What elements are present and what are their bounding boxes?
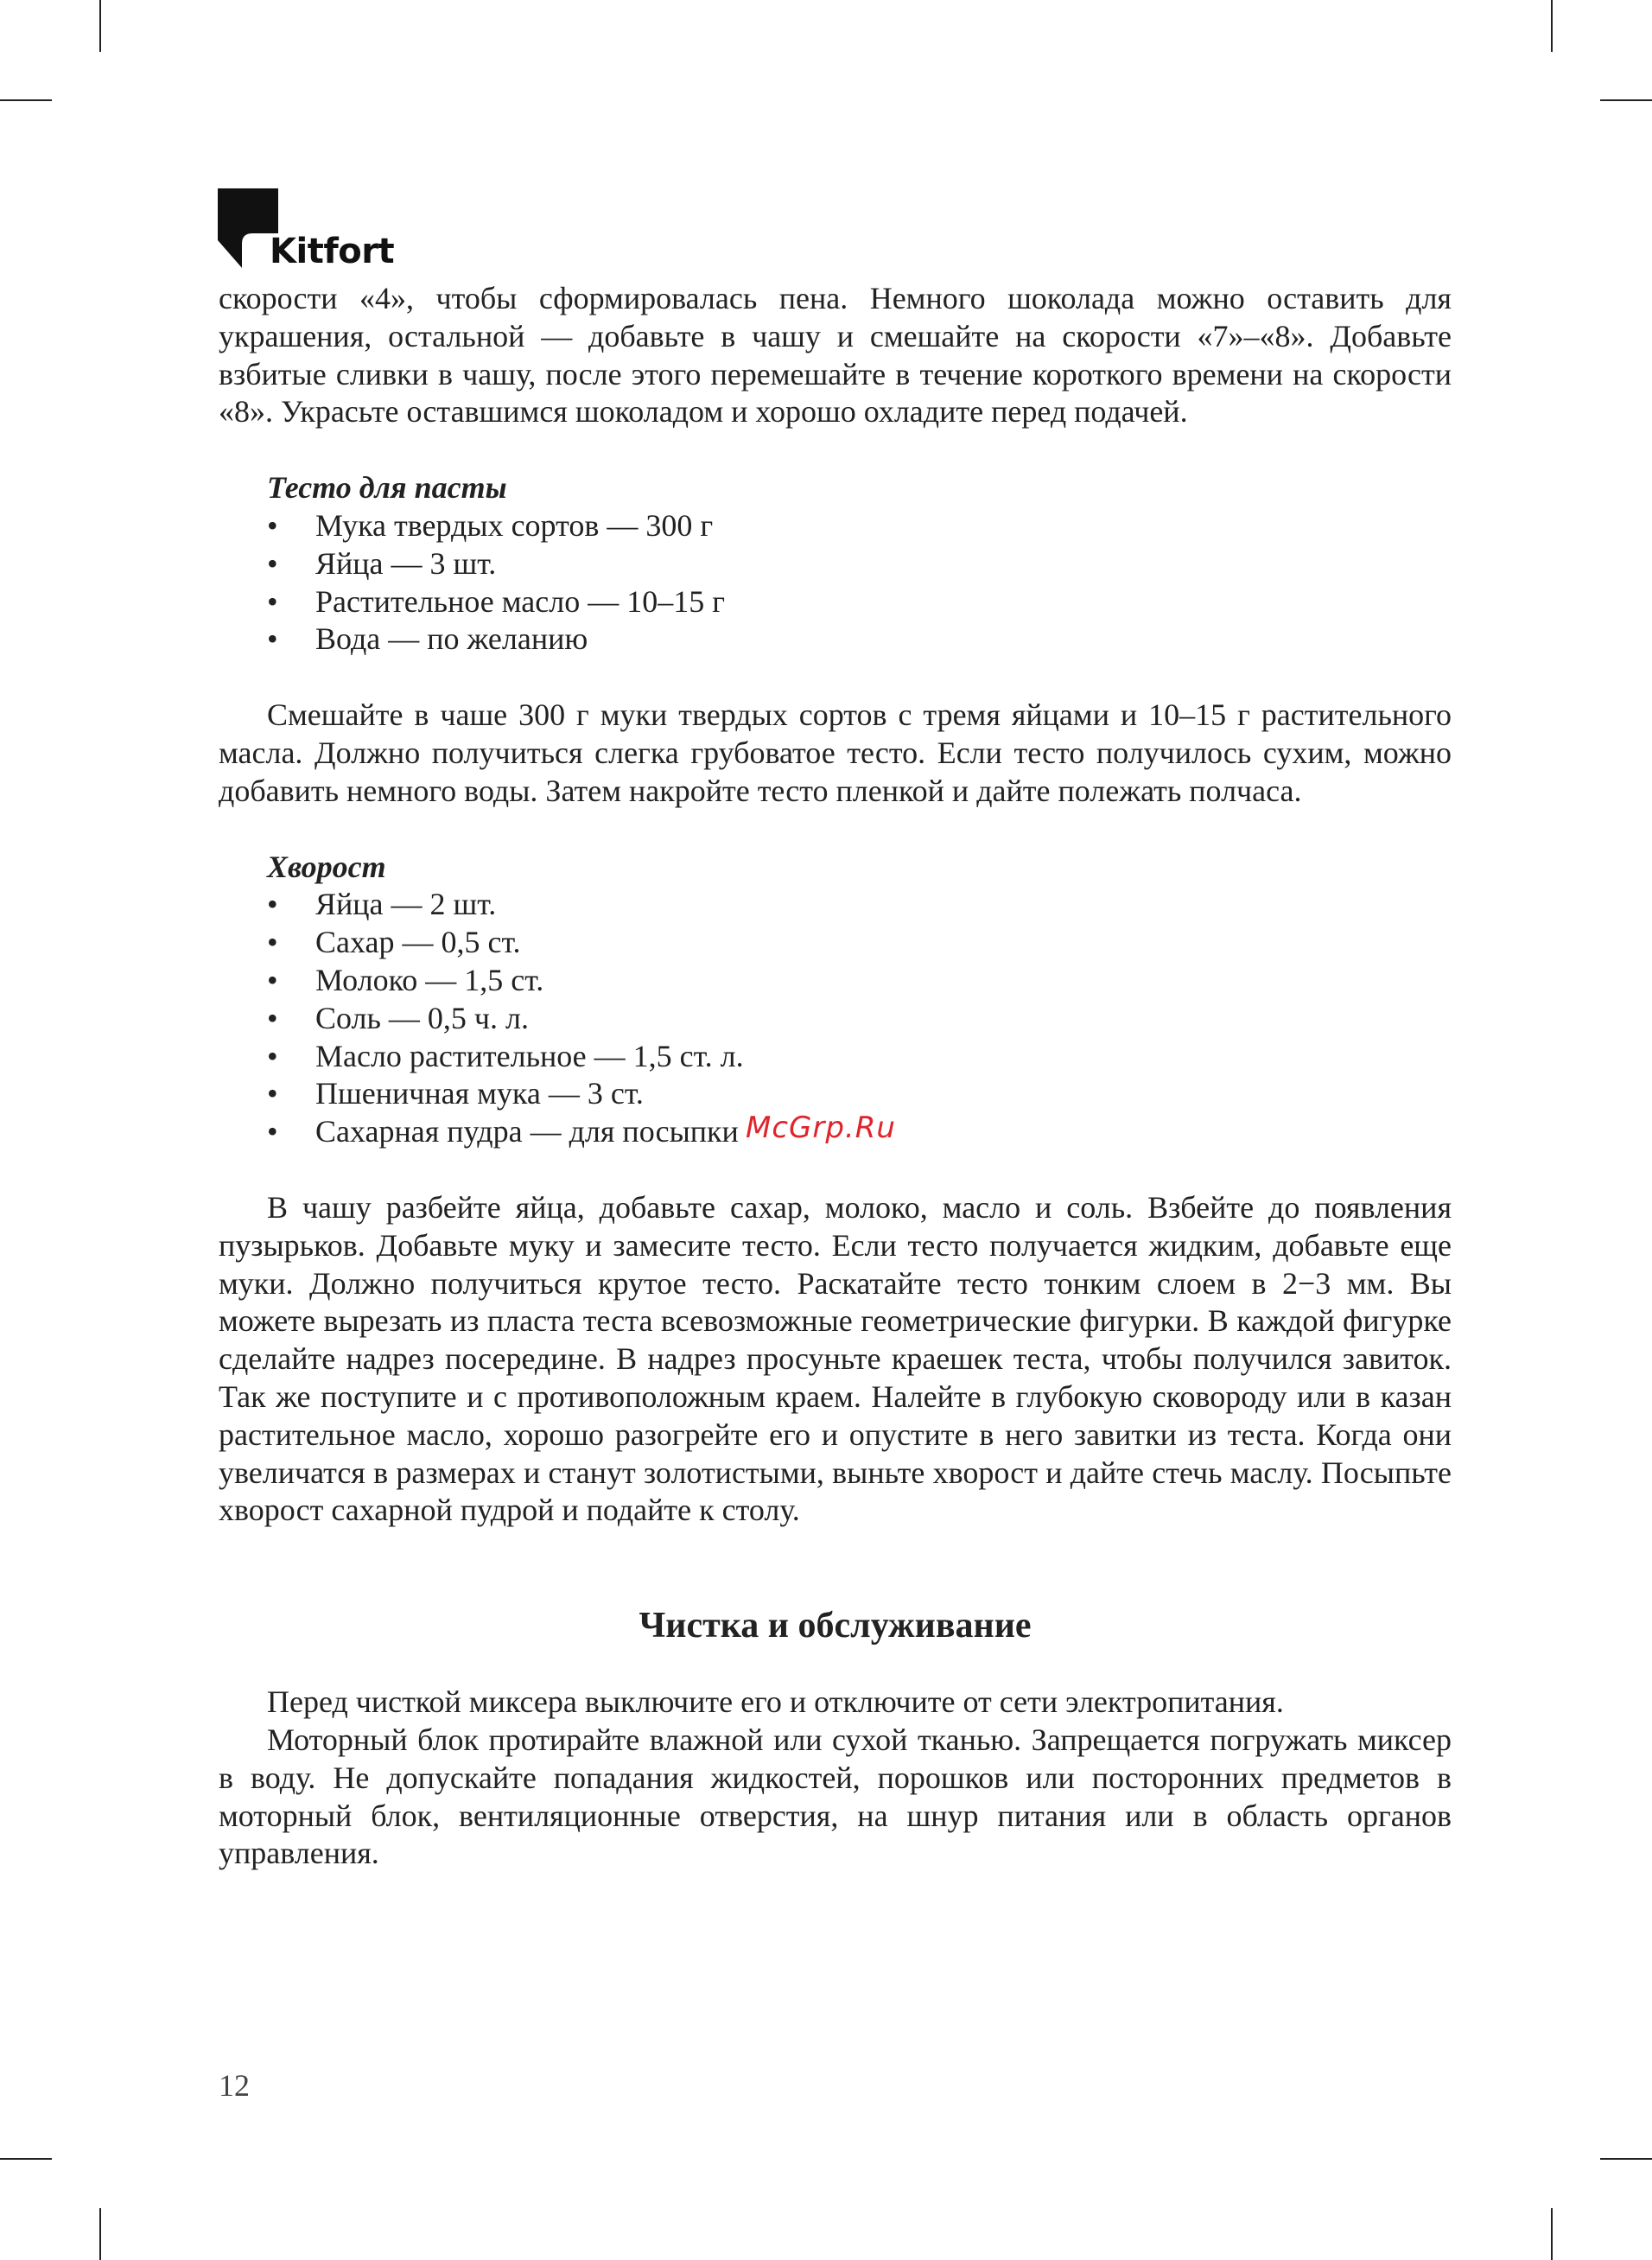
section-title-cleaning: Чистка и обслуживание [639,1606,1032,1646]
crop-mark-bottom-left [99,2208,101,2260]
crop-mark-left-top [0,99,52,101]
list-item: • Масло растительное — 1,5 ст. л. [267,1038,1452,1076]
recipe-title-khvorost: Хворост [267,849,386,884]
crop-mark-bottom-right [1551,2208,1553,2260]
recipe-instructions-khvorost: В чашу разбейте яйца, добавьте сахар, молоко, масло и соль. Взбейте до появления пузырьков. Добавьте муку и замесите тесто. Если тесто получается жидким, добавьте еще муки. Должно получиться крутое тесто. Раскатайте тесто тонким слоем в 2−3 мм. Вы можете вырезать из пласта теста всевозможные геометрические фигурки. В каждой фигурке сделайте надрез посередине. В надрез просуньте краешек теста, чтобы получился завиток. Так же поступите и с противоположным краем. Налейте в глубокую сковороду или в казан растительное масло, хорошо разогрейте его и опустите в него завитки из теста. Когда они увеличатся в размерах и станут золотистыми, выньте хворост и дайте стечь маслу. Посыпьте хворост сахарной пудрой и подайте к столу. [219,1189,1452,1528]
crop-mark-right-top [1600,99,1652,101]
page-number: 12 [219,2068,250,2103]
crop-mark-right-bottom [1600,2158,1652,2160]
page-content [219,280,1452,1873]
intro-paragraph: скорости «4», чтобы сформировалась пена. Немного шоколада можно оставить для украшения, остальной — добавьте в чашу и смешайте на скорости «7»–«8». Добавьте взбитые сливки в чашу, после этого перемешайте в течение короткого времени на скорости «8». Украсьте оставшимся шоколадом и хорошо охладите перед подачей. [219,281,1452,430]
list-item: • Вода — по желанию [267,621,1452,659]
list-item: • Мука твердых сортов — 300 г [267,507,1452,545]
list-item: • Молоко — 1,5 ст. [267,962,1452,1000]
crop-mark-top-right [1551,0,1553,52]
list-item: • Сахар — 0,5 ст. [267,924,1452,962]
list-item: • Яйца — 3 шт. [267,545,1452,583]
list-item: • Сахарная пудра — для посыпки [267,1113,1452,1151]
crop-mark-left-bottom [0,2158,52,2160]
list-item: • Растительное масло — 10–15 г [267,583,1452,621]
list-item: • Пшеничная мука — 3 ст. [267,1075,1452,1113]
list-item: • Яйца — 2 шт. [267,886,1452,924]
brand-name: Kitfort [270,232,395,271]
crop-mark-top-left [99,0,101,52]
ingredient-list-khvorost [219,886,1452,1151]
list-item: • Соль — 0,5 ч. л. [267,1000,1452,1038]
ingredient-list-pasta-dough [219,507,1452,659]
cleaning-paragraph: Моторный блок протирайте влажной или сухой тканью. Запрещается погружать миксер в воду. Не допускайте попадания жидкостей, порошков или посторонних предметов в моторный блок, вентиляционные отверстия, на шнур питания или в область органов управления. [219,1722,1452,1871]
watermark: McGrp.Ru [746,1111,896,1145]
recipe-title-pasta-dough: Тесто для пасты [267,470,507,506]
brand-logo [218,188,395,271]
cleaning-paragraph: Перед чисткой миксера выключите его и отключите от сети электропитания. [267,1684,1284,1720]
recipe-instructions-pasta-dough: Смешайте в чаше 300 г муки твердых сортов с тремя яйцами и 10–15 г растительного масла. Должно получиться слегка грубоватое тесто. Если тесто получилось сухим, можно добавить немного воды. Затем накройте тесто пленкой и дайте полежать полчаса. [219,697,1452,808]
